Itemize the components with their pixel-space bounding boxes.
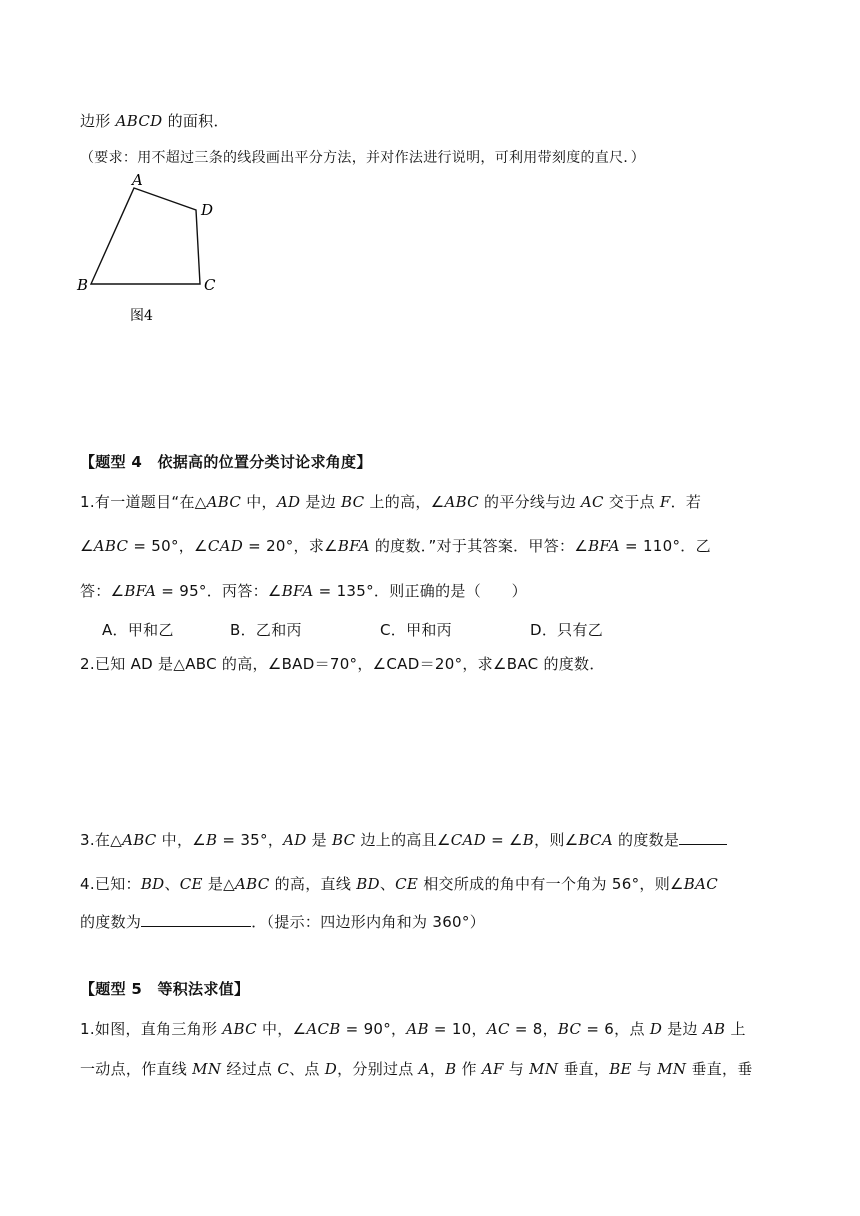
text: 作 bbox=[456, 1060, 482, 1078]
text: ．（提示：四边形内角和为 360°） bbox=[251, 913, 486, 931]
math: D bbox=[324, 1060, 338, 1078]
s5-q1-line-2 bbox=[80, 1058, 753, 1079]
math: B bbox=[522, 831, 535, 849]
section-4-title: 【题型 4 依据高的位置分类讨论求角度】 bbox=[80, 453, 372, 471]
text: 是△ bbox=[202, 875, 236, 893]
text: 边形 bbox=[80, 112, 116, 130]
s5-q1-line-1 bbox=[80, 1018, 746, 1039]
math: BFA bbox=[281, 582, 314, 600]
q2-text: 2.已知 AD 是△ABC 的高，∠BAD＝70°，∠CAD＝20°，求∠BAC 的度数． bbox=[80, 655, 605, 673]
math: ABC bbox=[122, 831, 157, 849]
text: 的高，直线 bbox=[269, 875, 357, 893]
text: 、点 bbox=[289, 1060, 325, 1078]
text: = 95°．丙答：∠ bbox=[156, 582, 282, 600]
text: ．若 bbox=[670, 493, 702, 511]
math: AB bbox=[406, 1020, 429, 1038]
math: A bbox=[418, 1060, 430, 1078]
section-5-title: 【题型 5 等积法求值】 bbox=[80, 980, 250, 998]
text: ，则∠ bbox=[534, 831, 579, 849]
text: 一动点，作直线 bbox=[80, 1060, 193, 1078]
text: = 50°，∠ bbox=[128, 537, 208, 555]
math: ABC bbox=[444, 493, 479, 511]
text: 的面积． bbox=[162, 112, 229, 130]
quadrilateral-abcd bbox=[91, 188, 200, 284]
math: ABCD bbox=[115, 112, 163, 130]
text: = ∠ bbox=[486, 831, 523, 849]
text: = 6，点 bbox=[581, 1020, 650, 1038]
q1-line-2 bbox=[80, 535, 711, 556]
label-c: C bbox=[204, 276, 216, 294]
text: 与 bbox=[631, 1060, 658, 1078]
label-d: D bbox=[201, 201, 214, 219]
math: CE bbox=[179, 875, 203, 893]
math: BD bbox=[356, 875, 380, 893]
math: AC bbox=[486, 1020, 510, 1038]
math: BC bbox=[332, 831, 356, 849]
text: 、 bbox=[379, 875, 396, 893]
q1-options bbox=[102, 619, 603, 640]
text: 与 bbox=[503, 1060, 530, 1078]
math: CAD bbox=[450, 831, 486, 849]
math: CE bbox=[395, 875, 419, 893]
text: 的度数是 bbox=[612, 831, 680, 849]
text: = 8， bbox=[509, 1020, 558, 1038]
text: = 20°，求∠ bbox=[243, 537, 338, 555]
math: BAC bbox=[683, 875, 718, 893]
text: = 135°．则正确的是（ ） bbox=[313, 582, 527, 600]
math: D bbox=[649, 1020, 663, 1038]
option-c[interactable]: C．甲和丙 bbox=[380, 621, 452, 639]
math: ABC bbox=[222, 1020, 257, 1038]
math: BFA bbox=[588, 537, 620, 555]
text: 上的高，∠ bbox=[364, 493, 445, 511]
math: ABC bbox=[93, 537, 129, 555]
math: AC bbox=[580, 493, 604, 511]
text: 经过点 bbox=[221, 1060, 278, 1078]
label-a: A bbox=[132, 171, 143, 189]
text: 的度数为 bbox=[80, 913, 142, 931]
text: 垂直， bbox=[558, 1060, 610, 1078]
text: 1.如图，直角三角形 bbox=[80, 1020, 223, 1038]
math: C bbox=[277, 1060, 290, 1078]
text: 相交所成的角中有一个角为 56°，则∠ bbox=[418, 875, 684, 893]
answer-blank[interactable] bbox=[141, 912, 251, 927]
math: ABC bbox=[235, 875, 270, 893]
text: 是边 bbox=[300, 493, 342, 511]
text: 的度数．”对于其答案．甲答：∠ bbox=[369, 537, 589, 555]
math: MN bbox=[657, 1060, 687, 1078]
q4-line-1 bbox=[80, 873, 718, 894]
math: AD bbox=[283, 831, 307, 849]
text: ∠ bbox=[80, 537, 94, 555]
math: BD bbox=[140, 875, 165, 893]
text: 中，∠ bbox=[156, 831, 206, 849]
text: = 10， bbox=[428, 1020, 487, 1038]
text: 是 bbox=[306, 831, 333, 849]
figure-caption: 图4 bbox=[130, 308, 153, 324]
figure-4-quadrilateral bbox=[72, 168, 232, 328]
text: 的平分线与边 bbox=[478, 493, 581, 511]
math: F bbox=[659, 493, 671, 511]
intro-line-1 bbox=[80, 110, 229, 131]
option-d[interactable]: D．只有乙 bbox=[530, 621, 604, 639]
q3-line bbox=[80, 829, 727, 850]
text: 交于点 bbox=[603, 493, 660, 511]
text: 答：∠ bbox=[80, 582, 125, 600]
text: = 35°， bbox=[217, 831, 284, 849]
math: BFA bbox=[337, 537, 370, 555]
text: = 110°．乙 bbox=[619, 537, 711, 555]
math: BE bbox=[609, 1060, 632, 1078]
text: 垂直，垂 bbox=[686, 1060, 753, 1078]
q1-line-3 bbox=[80, 580, 527, 601]
option-b[interactable]: B．乙和丙 bbox=[230, 621, 302, 639]
math: ACB bbox=[306, 1020, 341, 1038]
text: 3.在△ bbox=[80, 831, 123, 849]
text: ，分别过点 bbox=[337, 1060, 419, 1078]
text: ， bbox=[429, 1060, 446, 1078]
text: 上 bbox=[725, 1020, 746, 1038]
text: 、 bbox=[164, 875, 180, 893]
label-b: B bbox=[77, 276, 89, 294]
math: MN bbox=[529, 1060, 559, 1078]
q4-line-2 bbox=[80, 911, 485, 932]
text: 中，∠ bbox=[256, 1020, 307, 1038]
math: BC bbox=[557, 1020, 582, 1038]
text: 中， bbox=[241, 493, 277, 511]
math: BC bbox=[341, 493, 365, 511]
math: AD bbox=[276, 493, 301, 511]
answer-blank[interactable] bbox=[679, 830, 727, 845]
intro-requirement: （要求：用不超过三条的线段画出平分方法，并对作法进行说明，可利用带刻度的直尺．） bbox=[80, 150, 645, 166]
text: 是边 bbox=[662, 1020, 703, 1038]
text: = 90°， bbox=[340, 1020, 407, 1038]
text: 1.有一道题目“在△ bbox=[80, 493, 207, 511]
option-a[interactable]: A．甲和乙 bbox=[102, 621, 174, 639]
math: MN bbox=[192, 1060, 222, 1078]
math: AF bbox=[481, 1060, 504, 1078]
math: BFA bbox=[124, 582, 157, 600]
math: ABC bbox=[206, 493, 242, 511]
math: AB bbox=[702, 1020, 726, 1038]
math: B bbox=[445, 1060, 457, 1078]
q1-line-1 bbox=[80, 491, 701, 512]
text: 边上的高且∠ bbox=[355, 831, 451, 849]
math: BCA bbox=[578, 831, 613, 849]
math: CAD bbox=[207, 537, 244, 555]
text: 4.已知： bbox=[80, 875, 141, 893]
math: B bbox=[206, 831, 218, 849]
